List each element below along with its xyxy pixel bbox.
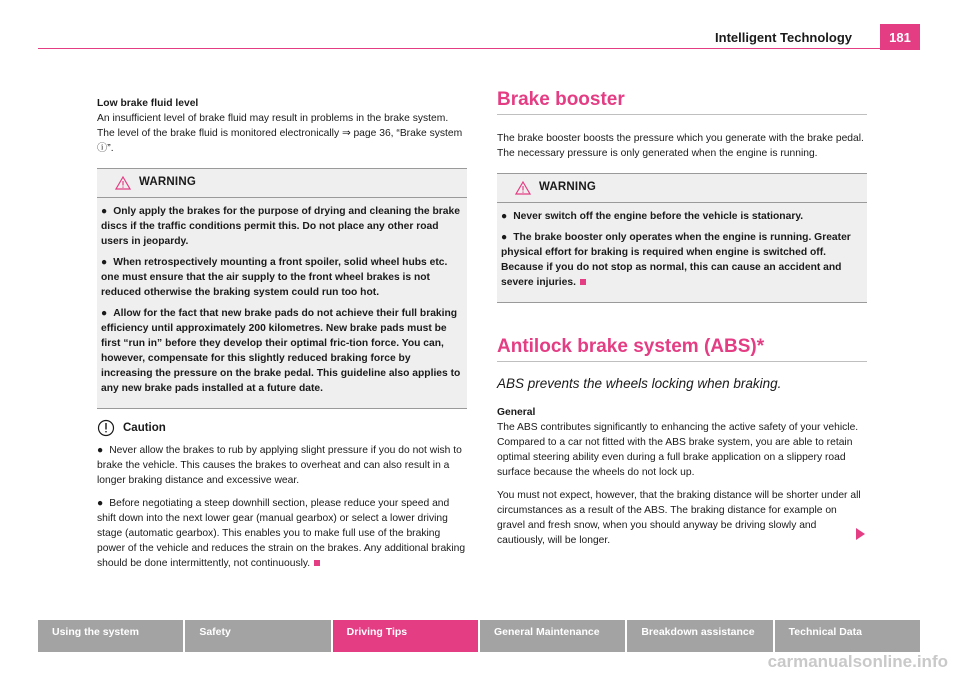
- bullet: ●: [97, 498, 104, 509]
- brake-booster-text: The brake booster boosts the pressure which you generate with the brake pedal. The necessary pressure is only generated when the engine is running.: [497, 133, 864, 159]
- warning-item: ● The brake booster only operates when the engine is running. Greater physical effort for braking is required when engine is switched off. Because if you do not stop as normal, this can cause an accident and severe injuries.: [501, 232, 851, 288]
- caution-header: [97, 419, 467, 437]
- right-column: [497, 89, 867, 556]
- tab-safety[interactable]: Safety: [185, 620, 332, 652]
- tab-driving-tips[interactable]: Driving Tips: [333, 620, 480, 652]
- bullet: ●: [501, 211, 508, 222]
- section-heading-brake-fluid: Low brake fluid level: [97, 98, 199, 109]
- warning-title: WARNING: [139, 176, 196, 188]
- caution-body: [97, 443, 467, 571]
- brake-booster-section: [497, 89, 867, 115]
- page-number: 181: [880, 24, 920, 50]
- bullet: ●: [101, 257, 108, 268]
- chapter-nav-bar: [38, 620, 920, 652]
- warning-header: [97, 169, 467, 198]
- abs-title: Antilock brake system (ABS)*: [497, 339, 867, 362]
- warning-header: [497, 174, 867, 203]
- left-column: [97, 96, 467, 579]
- chapter-title: Intelligent Technology: [715, 30, 852, 45]
- tab-breakdown-assistance[interactable]: Breakdown assistance: [627, 620, 774, 652]
- warning-body: [97, 198, 467, 408]
- warning-body: [497, 203, 867, 302]
- warning-triangle-icon: [115, 176, 131, 190]
- warning-item: ● Only apply the brakes for the purpose of drying and cleaning the brake discs if the traffic conditions permit this. Do not place any other road users in jeopardy.: [101, 206, 460, 247]
- bullet: ●: [101, 206, 108, 217]
- warning-box-booster: [497, 173, 867, 303]
- tab-technical-data[interactable]: Technical Data: [775, 620, 920, 652]
- abs-paragraph: You must not expect, however, that the braking distance will be shorter under all circumstances as a result of the ABS. The braking distance for example on gravel and fresh snow, when you should anyway be driving slowly and cautiously, will be longer.: [497, 490, 861, 546]
- bullet: ●: [97, 445, 104, 456]
- warning-triangle-icon: [515, 181, 531, 195]
- warning-item: ● Allow for the fact that new brake pads do not achieve their full braking efficiency until approximately 200 kilometres. New brake pads must be first “run in” before they develop their optimal fric-tion force. You can, however, compensate for this slightly reduced braking force by increasing the pressure on the brake pedal. This guideline also applies to any new brake pads installed at a future date.: [101, 308, 461, 394]
- bullet: ●: [501, 232, 508, 243]
- brake-fluid-intro: An insufficient level of brake fluid may result in problems in the brake system. The level of the brake fluid is monitored electronically ⇒ page 36, “Brake system ⓘ”.: [97, 113, 463, 154]
- caution-exclamation-icon: [97, 419, 115, 437]
- warning-item: ● Never switch off the engine before the vehicle is stationary.: [501, 211, 804, 222]
- brake-booster-title: Brake booster: [497, 92, 867, 115]
- bullet: ●: [101, 308, 108, 319]
- warning-item: ● When retrospectively mounting a front spoiler, solid wheel hubs etc. one must ensure that the air supply to the front wheel brakes is not reduced otherwise the braking system could run too hot.: [101, 257, 448, 298]
- abs-subheading: General: [497, 407, 536, 418]
- abs-lead: ABS prevents the wheels locking when braking.: [497, 376, 782, 391]
- watermark: carmanualsonline.info: [767, 652, 948, 671]
- caution-item: ● Never allow the brakes to rub by applying slight pressure if you do not wish to brake the vehicle. This causes the brakes to overheat and can also result in a longer braking distance and excessive wear.: [97, 445, 462, 486]
- caution-title: Caution: [123, 421, 166, 434]
- section-end-marker: [580, 279, 586, 285]
- warning-box-brakes: [97, 168, 467, 409]
- tab-using-the-system[interactable]: Using the system: [38, 620, 185, 652]
- section-end-marker: [314, 560, 320, 566]
- tab-general-maintenance[interactable]: General Maintenance: [480, 620, 627, 652]
- next-page-arrow-icon[interactable]: [856, 528, 865, 540]
- warning-title: WARNING: [539, 181, 596, 193]
- abs-paragraph: The ABS contributes significantly to enhancing the active safety of your vehicle. Compared to a car not fitted with the ABS brake system, you are able to retain optimal steering ability even during a full brake application on a slippery road surface because the wheels do not lock up.: [497, 422, 859, 478]
- header-rule: [38, 48, 880, 49]
- caution-item: ● Before negotiating a steep downhill section, please reduce your speed and shift down into the next lower gear (manual gearbox) or select a lower driving stage (automatic gearbox). This enables you to make full use of the braking power of the vehicle and reduces the strain on the brakes. Any additional braking should be done intermittently, not continuously.: [97, 498, 466, 569]
